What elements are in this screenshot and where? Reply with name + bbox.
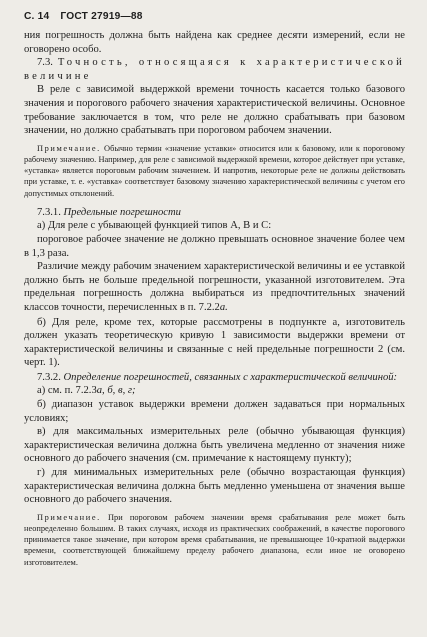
note-text: При пороговом рабочем значении время срабатывания реле может быть неопределенно большим. В таких случаях, исходя из практических соображений, в качестве порогового принимается такое значение, при котором время срабатывания, не превышающее 10-кратной выдержки времени, соответствующей ближайшему пределу рабочего диапазона, если иное не оговорено изготовителем. bbox=[24, 512, 406, 567]
section-7-3-1-heading bbox=[24, 206, 405, 220]
note-setting-value bbox=[24, 143, 405, 199]
section-7-3-2-title: Определение погрешностей, связанных с характеристической величиной: bbox=[63, 371, 398, 383]
paragraph-accuracy: В реле с зависимой выдержкой времени точность касается только базового значения и порогового рабочего значения характеристической величины. Основное требование заключается в том, что реле не должно срабатывать при базовом значении, но должно срабатывать при пороговом рабочем значении. bbox=[24, 84, 405, 137]
page-number: С. 14 bbox=[24, 11, 50, 22]
section-7-3-title: Точность, относящаяся к характеристической величине bbox=[24, 57, 405, 82]
section-7-3-number: 7.3. bbox=[37, 57, 53, 69]
item-c-maximum: в) для максимальных измерительных реле (обычно убывающая функция) характеристическая величина должна быть увеличена медленно от значения ниже основного до рабочего значения (см. примечание к настоящему пункту); bbox=[24, 426, 405, 465]
item-d-minimum: г) для минимальных измерительных реле (обычно возрастающая функция) характеристическая величина должна быть медленно уменьшена от значения выше основного до рабочего значения. bbox=[24, 467, 405, 506]
section-7-3-heading bbox=[24, 56, 405, 83]
standard-code: ГОСТ 27919—88 bbox=[60, 11, 143, 22]
note-label: Примечание. bbox=[37, 512, 101, 522]
limit-error-ref: а. bbox=[219, 301, 228, 313]
section-7-3-1-title: Предельные погрешности bbox=[63, 206, 181, 218]
paragraph-limit-error bbox=[24, 260, 405, 314]
note-threshold-time bbox=[24, 512, 405, 568]
note-text: Обычно термин «значение уставки» относится или к базовому, или к пороговому рабочему значению. Например, для реле с зависимой выдержкой времени, которое действует при уставке, «уставка» является пороговым рабочим значением. И напротив, некоторые реле не должны действовать при уставке, т. е. «уставка» соответствует базовому значению характеристической величины с учетом его допустимых отклонений. bbox=[24, 143, 405, 198]
item-a-reference-text: а) см. п. 7.2.3 bbox=[37, 385, 97, 397]
note-label: Примечание. bbox=[37, 143, 101, 153]
paragraph-threshold: пороговое рабочее значение не должно превышать основное значение более чем в 1,3 раза. bbox=[24, 233, 405, 259]
limit-error-text: Различие между рабочим значением характеристической величины и ее уставкой должно быть не больше предельной погрешности, указанной изготовителем. Эта предельная погрешность должна выбираться из предпочтительных значений классов точности, перечисленных в п. 7.2.2 bbox=[24, 261, 405, 313]
paragraph-continuation: ния погрешность должна быть найдена как среднее десяти измерений, если не оговорено особо. bbox=[24, 30, 405, 55]
section-7-3-1-number: 7.3.1. bbox=[37, 206, 61, 218]
section-7-3-2-heading bbox=[24, 371, 405, 385]
item-a-decreasing: а) Для реле с убывающей функцией типов А, В и С: bbox=[37, 220, 272, 232]
item-a-reference bbox=[24, 384, 405, 398]
item-b-range: б) диапазон уставок выдержки времени должен задаваться при нормальных условиях; bbox=[24, 399, 405, 424]
page-header bbox=[24, 11, 405, 23]
item-b-other-relays: б) Для реле, кроме тех, которые рассмотрены в подпункте а, изготовитель должен указать теоретическую кривую 1 зависимости выдержки времени от характеристической величины и связанные с ней предельные погрешности 2 (см. черт. 1). bbox=[24, 316, 405, 369]
item-a-reference-suffix: а, б, в, г; bbox=[96, 385, 136, 397]
section-7-3-2-number: 7.3.2. bbox=[37, 371, 61, 383]
